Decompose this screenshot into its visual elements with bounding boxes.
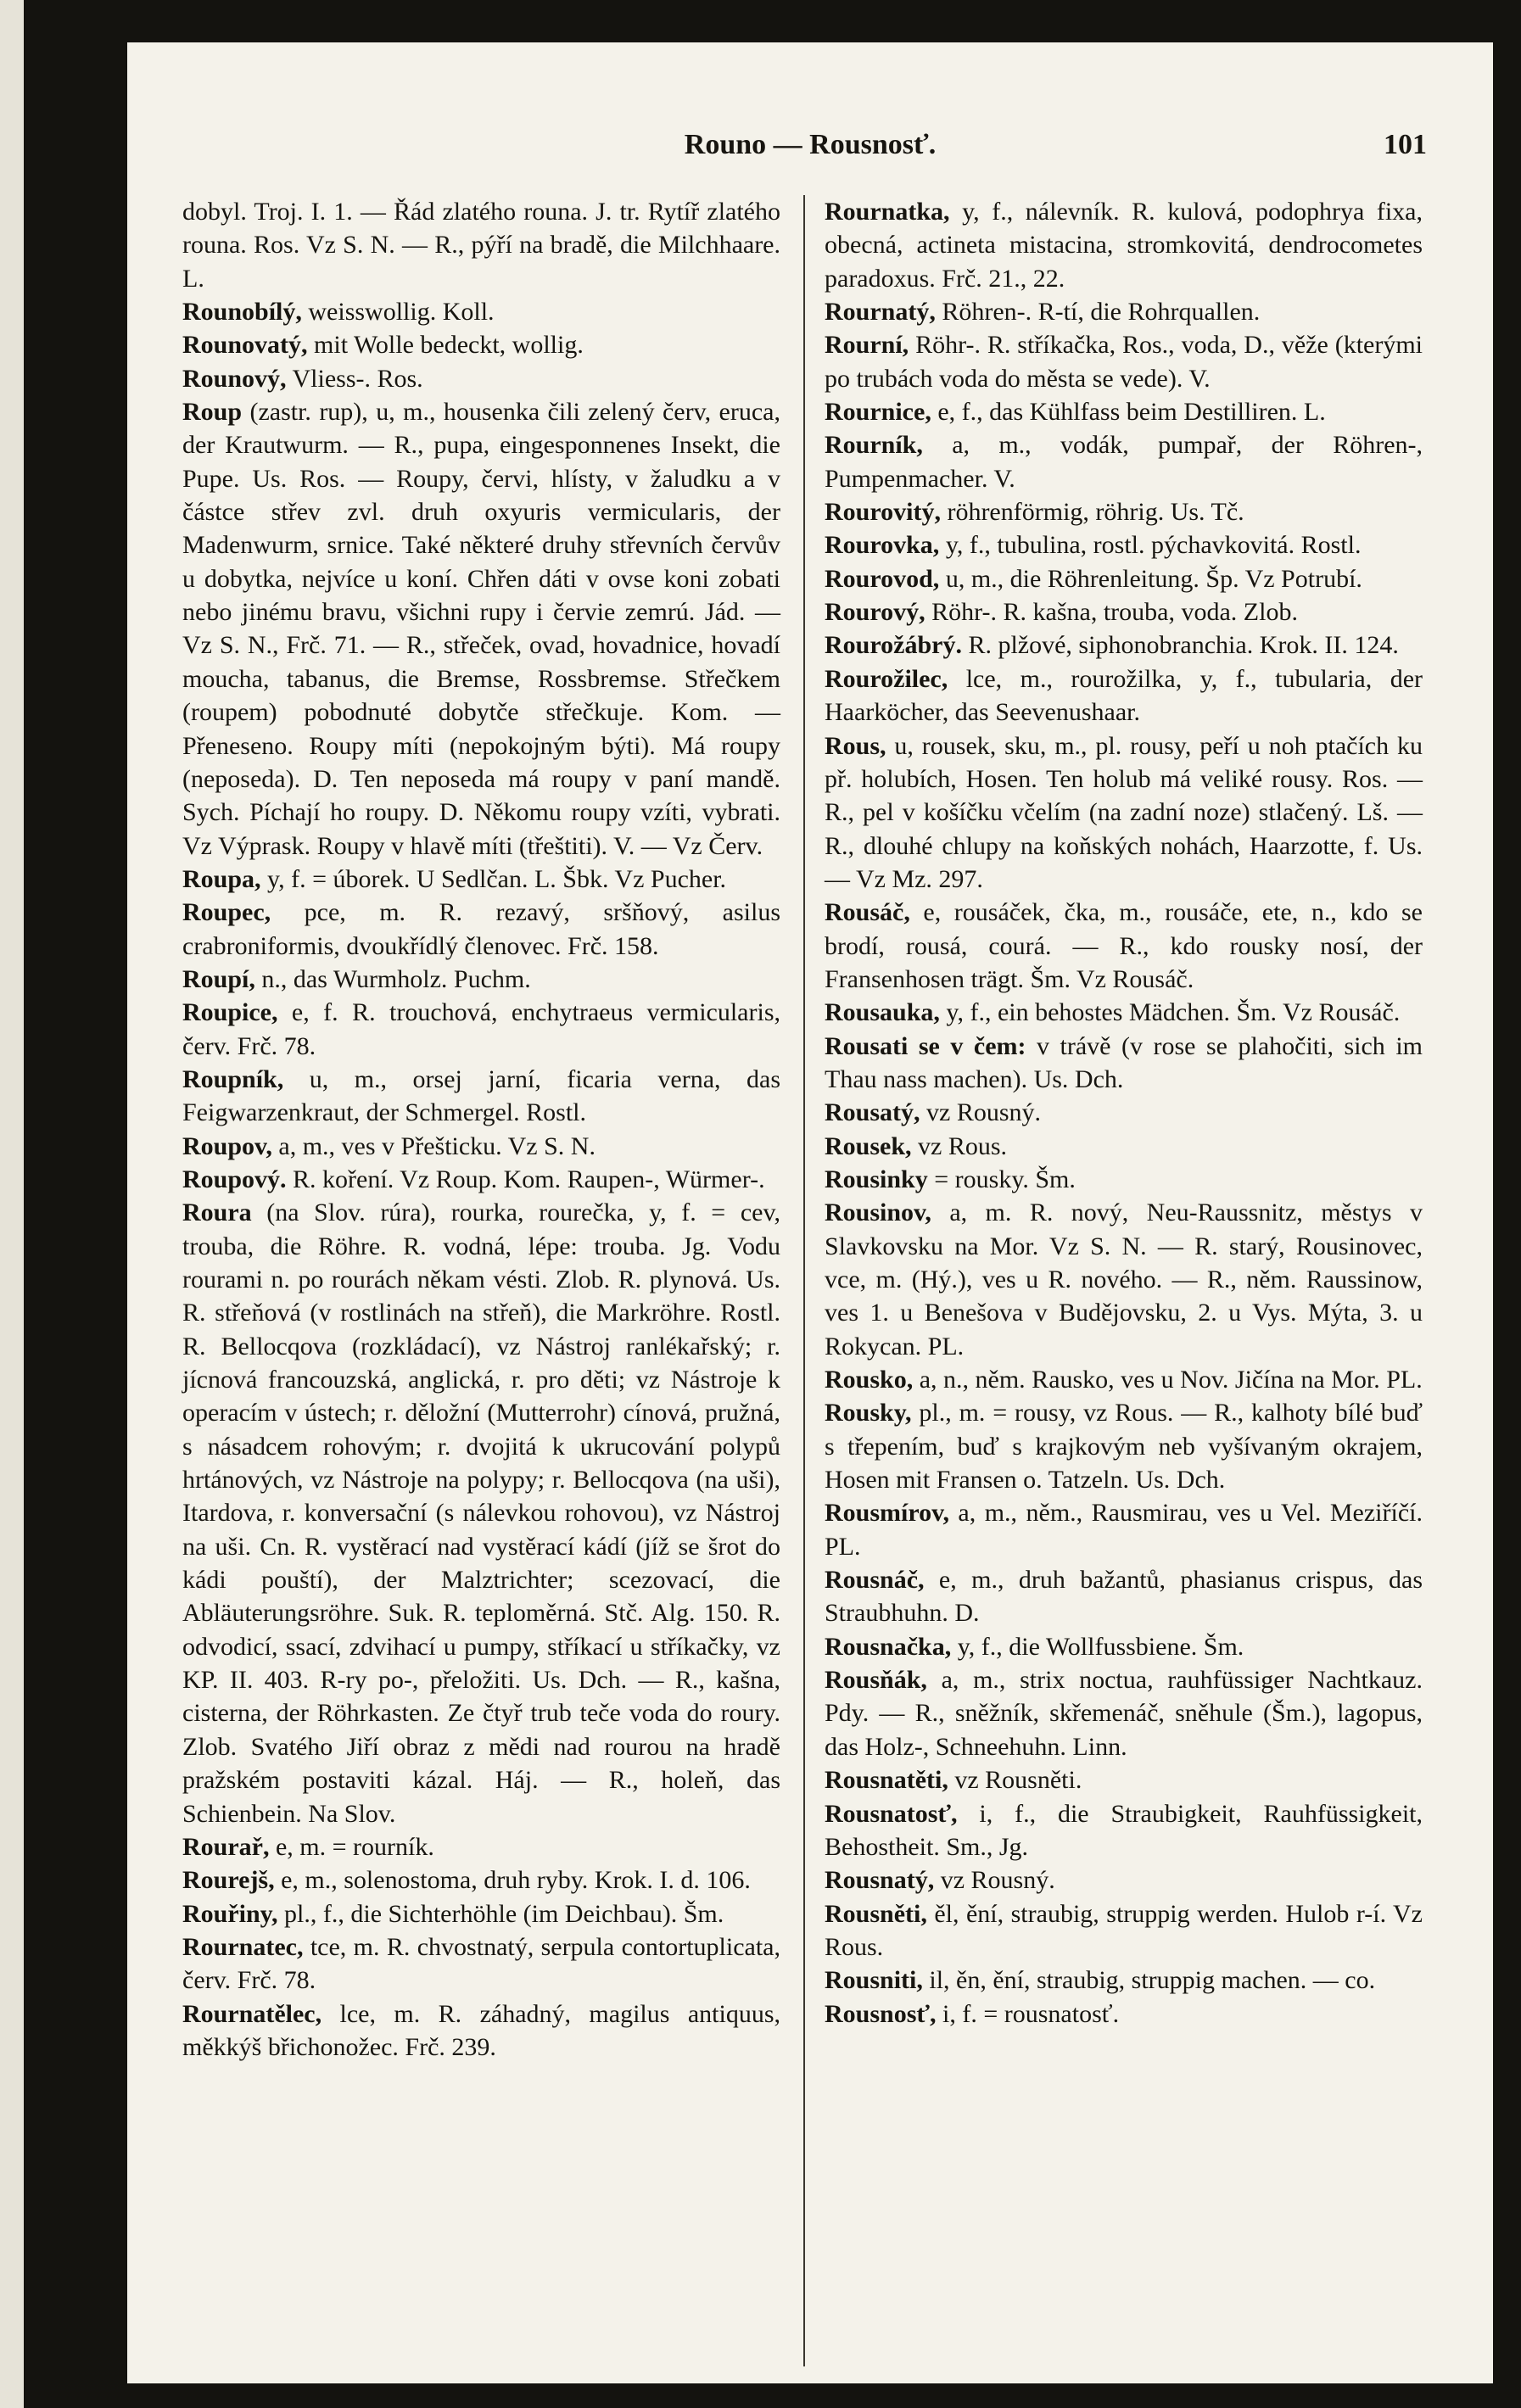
entry-headword: Rourovod,: [825, 564, 940, 593]
entry-text: e, f., das Kühlfass beim Destilliren. L.: [931, 398, 1326, 427]
entry-headword: Rournatec,: [182, 1932, 304, 1961]
dictionary-entry: [182, 1997, 780, 2064]
dictionary-entry: [825, 562, 1423, 595]
dictionary-page: [127, 42, 1493, 2383]
dictionary-entry: [825, 1997, 1423, 2031]
dictionary-entry: [825, 1897, 1423, 1964]
entry-text: vz Rousný.: [934, 1866, 1055, 1895]
dictionary-entry: [182, 1063, 780, 1130]
entry-text: y, f., ein behostes Mädchen. Šm. Vz Rousáč.: [939, 998, 1401, 1027]
dictionary-entry: [825, 1363, 1423, 1396]
dictionary-entry: [825, 395, 1423, 428]
entry-text: n., das Wurmholz. Puchm.: [254, 964, 531, 993]
entry-headword: Rournatý,: [825, 298, 936, 327]
dictionary-entry: [182, 963, 780, 996]
entry-text: u, rousek, sku, m., pl. rousy, peří u noh ptačích ku př. holubích, Hosen. Ten holub má veliké rousy. Ros. — R., pel v košíčku včelím (na zadní noze) stlačený. Lš. — R., dlouhé chlupy na koňských nohách, Haarzotte, f. Us. — Vz Mz. 297.: [825, 731, 1423, 893]
dictionary-entry: [182, 896, 780, 963]
entry-text: e, f. R. trouchová, enchytraeus vermicularis, červ. Frč. 78.: [182, 998, 780, 1060]
entry-text: (zastr. rup), u, m., housenka čili zelený červ, eruca, der Krautwurm. — R., pupa, eingesponnenes Insekt, die Pupe. Us. Ros. — Roupy, červi, hlísty, v žaludku a v částce střev zvl. druh oxyuris vermicularis, der Madenwurm, srnice. Také některé druhy střevních červův u dobytka, nejvíce u koní. Chřen dáti v ovse koni zobati nebo jinému bravu, všichni rupy i červie zemrú. Jád. — Vz S. N., Frč. 71. — R., střeček, ovad, hovadnice, hovadí moucha, tabanus, die Bremse, Rossbremse. Střečkem (roupem) pobodnuté dobytče střečkuje. Kom. — Přeneseno. Roupy míti (nepokojným býti). Má roupy (neposeda). D. Ten neposeda má roupy v paní mandě. Sych. Píchají ho roupy. D. Někomu roupy vzíti, vybrati. Vz Výprask. Roupy v hlavě míti (třeštiti). V. — Vz Červ.: [182, 398, 780, 860]
entry-headword: Rousněti,: [825, 1899, 927, 1928]
dictionary-entry: [825, 1663, 1423, 1763]
dictionary-entry: [825, 428, 1423, 495]
entry-text: pl., f., die Sichterhöhle (im Deichbau). Šm.: [277, 1899, 724, 1928]
dictionary-entry: [182, 1930, 780, 1997]
header-title: Rouno — Rousnosť.: [684, 129, 937, 160]
dictionary-entry: [825, 495, 1423, 528]
column-divider: [803, 195, 805, 2366]
entry-text: a, m., strix noctua, rauhfüssiger Nachtkauz. Pdy. — R., sněžník, skřemenáč, sněhule (Šm.), lagopus, das Holz-, Schneehuhn. Linn.: [825, 1666, 1423, 1761]
dictionary-entry: [825, 896, 1423, 996]
dictionary-entry: [825, 629, 1423, 662]
dictionary-entry: [182, 1196, 780, 1830]
dictionary-entry: [825, 1563, 1423, 1630]
page-number: 101: [1384, 129, 1427, 160]
entry-text: (na Slov. rúra), rourka, rourečka, y, f. = cev, trouba, die Röhre. R. vodná, lépe: trouba. Jg. Vodu rourami n. po rourách někam vésti. Zlob. R. plynová. Us. R. střeňová (v rostlinách na střeň), die Markröhre. Rostl. R. Bellocqova (rozkládací), vz Nástroj ranlékařský; r. jícnová francouzská, anglická, r. pro děti; vz Nástroje k operacím v ústech; r. děložní (Mutterrohr) cínová, pružná, s násadcem rohovým; r. dvojitá k ukrucování polypů hrtánových, vz Nástroje na polypy; r. Bellocqova (na uši), Itardova, r. konversační (s nálevkou rohovou), vz Nástroj na uši. Cn. R. vystěrací nad vystěrací kádí (jíž se šrot do kádi pouští), der Malztrichter; scezovací, die Abläuterungsröhre. Suk. R. teploměrná. Stč. Alg. 150. R. odvodicí, ssací, zdvihací u pumpy, stříkací u stříkačky, vz KP. II. 403. R-ry po-, přeložiti. Us. Dch. — R., kašna, cisterna, der Röhrkasten. Ze čtyř trub teče voda do roury. Zlob. Svatého Jiří obraz z mědi nad rourou na hradě pražském postaviti kázal. Háj. — R., holeň, das Schienbein. Na Slov.: [182, 1198, 780, 1828]
entry-text: a, m., něm., Rausmirau, ves u Vel. Meziříčí. PL.: [825, 1499, 1423, 1561]
entry-headword: Rournatka,: [825, 198, 950, 226]
entry-text: = rousky. Šm.: [927, 1165, 1076, 1193]
entry-headword: Rousnáč,: [825, 1566, 925, 1595]
entry-headword: Roupov,: [182, 1131, 272, 1160]
right-column: [825, 195, 1423, 2031]
entry-headword: Rousko,: [825, 1366, 914, 1394]
entry-text: mit Wolle bedeckt, wollig.: [307, 331, 584, 360]
entry-text: il, ěn, ění, straubig, struppig machen. — co.: [922, 1966, 1376, 1995]
entry-text: vz Rousný.: [920, 1098, 1042, 1127]
entry-text: y, f., nálevník. R. kulová, podophrya fixa, obecná, actineta mistacina, stromkovitá, dendrocometes paradoxus. Frč. 21., 22.: [825, 198, 1423, 293]
entry-headword: Rous,: [825, 731, 886, 760]
entry-headword: Rousáč,: [825, 898, 910, 927]
dictionary-entry: [825, 295, 1423, 328]
entry-text: u, m., die Röhrenleitung. Šp. Vz Potrubí.: [939, 564, 1362, 593]
entry-headword: Rourejš,: [182, 1866, 275, 1895]
entry-headword: Rousky,: [825, 1399, 912, 1427]
entry-headword: Rousek,: [825, 1131, 912, 1160]
entry-headword: Rourovka,: [825, 531, 940, 560]
dictionary-entry: [182, 395, 780, 863]
dictionary-entry: [825, 729, 1423, 897]
entry-text: Röhren-. R-tí, die Rohrquallen.: [935, 298, 1261, 327]
entry-text: vz Rous.: [911, 1131, 1008, 1160]
entry-headword: Rousniti,: [825, 1966, 923, 1995]
entry-text: u, m., orsej jarní, ficaria verna, das Feigwarzenkraut, der Schmergel. Rostl.: [182, 1064, 780, 1127]
entry-text: y, f. = úborek. U Sedlčan. L. Šbk. Vz Pucher.: [260, 864, 727, 893]
entry-text: i, f. = rousnatosť.: [936, 1999, 1120, 2028]
dictionary-entry: [825, 1964, 1423, 1997]
entry-headword: Roupa,: [182, 864, 261, 893]
entry-headword: Rournice,: [825, 398, 931, 427]
dictionary-entry: [825, 662, 1423, 729]
entry-text: weisswollig. Koll.: [301, 298, 495, 327]
dictionary-entry: [825, 595, 1423, 629]
entry-text: ěl, ění, straubig, struppig werden. Hulob r-í. Vz Rous.: [825, 1899, 1423, 1961]
entry-headword: Rounový,: [182, 364, 287, 393]
dictionary-entry: [182, 863, 780, 896]
dictionary-entry: [825, 528, 1423, 561]
dictionary-entry: [825, 1863, 1423, 1897]
dictionary-entry: [182, 362, 780, 395]
dictionary-entry: [825, 1196, 1423, 1363]
dictionary-entry: [182, 1863, 780, 1897]
dictionary-entry: [825, 996, 1423, 1029]
entry-headword: Rouřiny,: [182, 1899, 278, 1928]
dictionary-entry: [182, 1830, 780, 1863]
entry-text: a, m., vodák, pumpař, der Röhren-, Pumpenmacher. V.: [825, 431, 1423, 493]
entry-text: a, m., ves v Přešticku. Vz S. N.: [271, 1131, 596, 1160]
entry-text: i, f., die Straubigkeit, Rauhfüssigkeit, Behostheit. Sm., Jg.: [825, 1799, 1423, 1861]
entry-text: e, m., druh bažantů, phasianus crispus, das Straubhuhn. D.: [825, 1566, 1423, 1628]
entry-headword: Roupí,: [182, 964, 255, 993]
dictionary-entry: [182, 996, 780, 1063]
entry-headword: Rousinky: [825, 1165, 928, 1193]
dictionary-entry: [825, 1496, 1423, 1563]
entry-headword: Rousinov,: [825, 1198, 931, 1227]
entry-text: tce, m. R. chvostnatý, serpula contortuplicata, červ. Frč. 78.: [182, 1932, 780, 1995]
entry-headword: Rousati se v čem:: [825, 1031, 1026, 1060]
entry-text: lce, m., rourožilka, y, f., tubularia, der Haarköcher, das Seevenushaar.: [825, 664, 1423, 727]
dictionary-entry: [182, 1897, 780, 1930]
dictionary-entry: [825, 1396, 1423, 1496]
running-header: [127, 95, 1493, 160]
entry-text: Vliess-. Ros.: [286, 364, 423, 393]
entry-text: vz Rousněti.: [948, 1766, 1082, 1795]
dictionary-entry: [182, 1130, 780, 1163]
entry-text: pce, m. R. rezavý, sršňový, asilus crabroniformis, dvoukřídlý členovec. Frč. 158.: [182, 898, 780, 960]
entry-headword: Rourovitý,: [825, 498, 941, 527]
left-column: [182, 195, 780, 2064]
entry-headword: Roup: [182, 398, 243, 427]
entry-headword: Rournatělec,: [182, 1999, 322, 2028]
dictionary-entry: [825, 1030, 1423, 1097]
dictionary-entry: [825, 1096, 1423, 1129]
entry-text: Röhr-. R. stříkačka, Ros., voda, D., věže (kterými po trubách voda do města se vede). V.: [825, 331, 1423, 393]
entry-text: a, m. R. nový, Neu-Raussnitz, městys v Slavkovsku na Mor. Vz S. N. — R. starý, Rousinovec, vce, m. (Hý.), ves u R. nového. — R., něm. Raussinow, ves 1. u Benešova v Budějovsku, 2. u Vys. Mýta, 3. u Rokycan. PL.: [825, 1198, 1423, 1360]
dictionary-entry: [825, 1763, 1423, 1796]
entry-text: dobyl. Troj. I. 1. — Řád zlatého rouna. J. tr. Rytíř zlatého rouna. Ros. Vz S. N. — R., pýří na bradě, die Milchhaare. L.: [182, 198, 780, 293]
entry-headword: Rousnatěti,: [825, 1766, 948, 1795]
entry-text: R. plžové, siphonobranchia. Krok. II. 124.: [961, 631, 1399, 660]
dictionary-entry: [825, 1797, 1423, 1864]
entry-text: e, m., solenostoma, druh ryby. Krok. I. d. 106.: [274, 1866, 751, 1895]
dictionary-entry: [182, 295, 780, 328]
entry-text: Röhr-. R. kašna, trouba, voda. Zlob.: [925, 598, 1298, 627]
entry-headword: Roura: [182, 1198, 252, 1227]
dictionary-entry: [825, 328, 1423, 395]
entry-text: lce, m. R. záhadný, magilus antiquus, měkkýš břichonožec. Frč. 239.: [182, 1999, 780, 2061]
entry-headword: Roupice,: [182, 998, 278, 1027]
entry-headword: Rourní,: [825, 331, 909, 360]
entry-text: y, f., die Wollfussbiene. Šm.: [951, 1632, 1244, 1661]
entry-headword: Rourník,: [825, 431, 923, 460]
dictionary-entry: [182, 328, 780, 361]
entry-headword: Roupec,: [182, 898, 271, 927]
entry-text: v trávě (v rose se plahočiti, sich im Thau nass machen). Us. Dch.: [825, 1031, 1423, 1093]
entry-headword: Rourožábrý.: [825, 631, 962, 660]
entry-headword: Rounovatý,: [182, 331, 308, 360]
entry-headword: Rousňák,: [825, 1666, 927, 1695]
dictionary-entry: [825, 1163, 1423, 1196]
entry-text: y, f., tubulina, rostl. pýchavkovitá. Rostl.: [939, 531, 1362, 560]
entry-headword: Rousnosť,: [825, 1999, 937, 2028]
entry-headword: Rousauka,: [825, 998, 940, 1027]
entry-headword: Rousmírov,: [825, 1499, 949, 1528]
entry-headword: Rourožilec,: [825, 664, 948, 693]
entry-text: e, rousáček, čka, m., rousáče, ete, n., kdo se brodí, rousá, courá. — R., kdo rousky nosí, der Fransenhosen trägt. Šm. Vz Rousáč.: [825, 898, 1423, 993]
entry-headword: Rourový,: [825, 598, 925, 627]
entry-headword: Rourař,: [182, 1832, 270, 1861]
binding-gutter: [0, 0, 24, 2408]
entry-headword: Rounobílý,: [182, 298, 302, 327]
dictionary-entry: [825, 1130, 1423, 1163]
entry-text: R. koření. Vz Roup. Kom. Raupen-, Würmer-.: [286, 1165, 765, 1193]
dictionary-entry: [825, 1630, 1423, 1663]
dictionary-entry: [182, 1163, 780, 1196]
entry-text: e, m. = rourník.: [269, 1832, 434, 1861]
entry-headword: Roupový.: [182, 1165, 287, 1193]
entry-text: pl., m. = rousy, vz Rous. — R., kalhoty bílé buď s třepením, buď s krajkovým neb vyšívaným okrajem, Hosen mit Fransen o. Tatzeln. Us. Dch.: [825, 1399, 1423, 1495]
entry-text: a, n., něm. Rausko, ves u Nov. Jičína na Mor. PL.: [913, 1366, 1423, 1394]
entry-text: röhrenförmig, röhrig. Us. Tč.: [940, 498, 1244, 527]
entry-headword: Rousnačka,: [825, 1632, 952, 1661]
entry-headword: Rousatý,: [825, 1098, 920, 1127]
dictionary-entry: [825, 195, 1423, 295]
entry-headword: Roupník,: [182, 1064, 284, 1093]
entry-headword: Rousnatosť,: [825, 1799, 958, 1828]
dictionary-entry: [182, 195, 780, 295]
entry-headword: Rousnatý,: [825, 1866, 935, 1895]
